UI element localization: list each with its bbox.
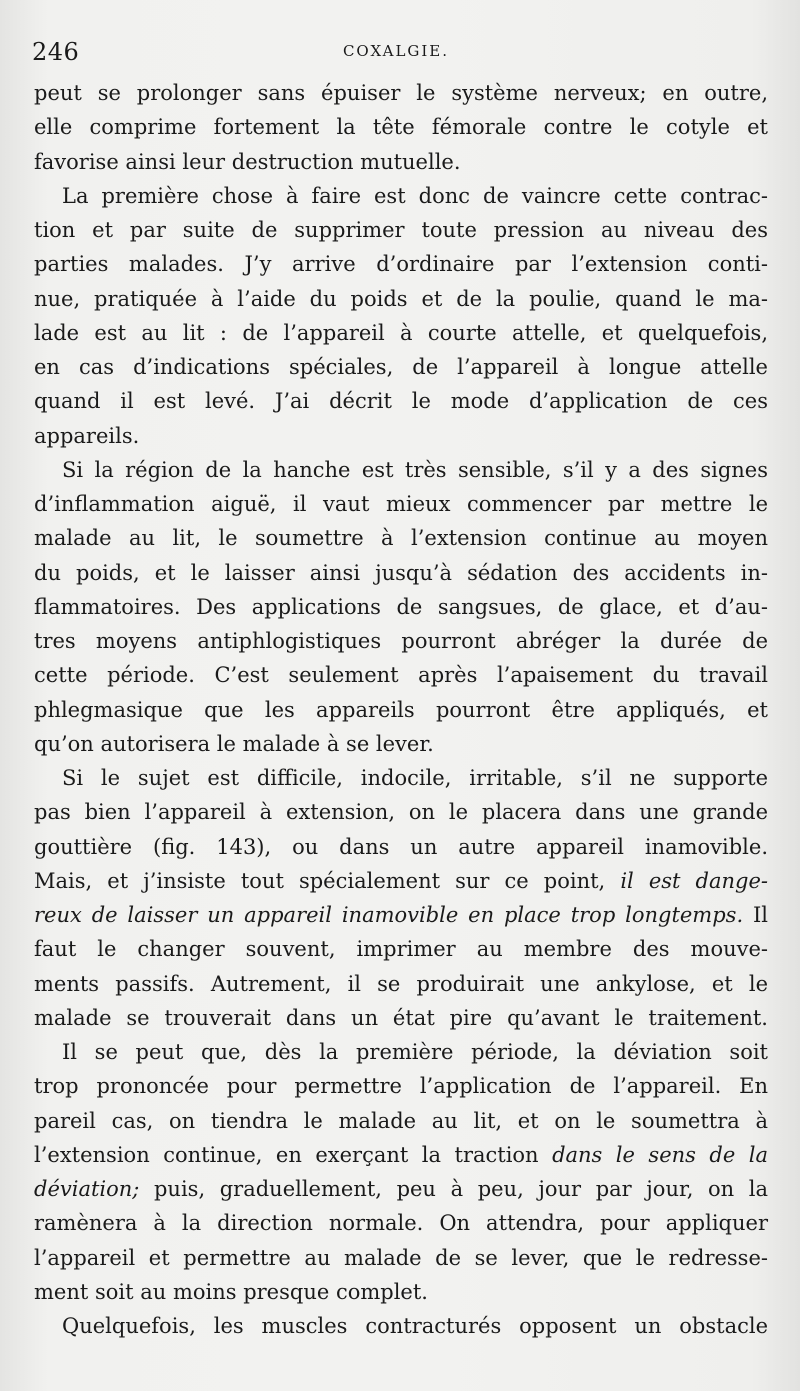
line-text: ramènera à la direction normale. On attendra, pour appliquer [34,1211,768,1236]
line-text: parties malades. J’y arrive d’ordinaire par l’extension conti- [34,252,768,277]
line-text: puis, graduellement, peu à peu, jour par jour, on la [139,1177,768,1201]
text-line [34,110,768,144]
line-text: Il se peut que, dès la première période, la déviation soit [62,1040,768,1064]
line-text: trop prononcée pour permettre l’application de l’appareil. En [34,1074,768,1099]
text-line [34,658,768,692]
line-text: lade est au lit : de l’appareil à courte attelle, et quelquefois, [34,320,768,345]
line-text: Si le sujet est difficile, indocile, irritable, s’il ne supporte [62,766,768,790]
text-line [34,1035,768,1069]
page-number: 246 [32,38,80,66]
line-text: d’inflammation aiguë, il vaut mieux commencer par mettre le [34,492,768,516]
text-line [34,590,768,624]
line-text: Mais, et j’insiste tout spécialement sur ce point, [34,868,621,893]
italic-text: dans le sens de la [552,1142,768,1167]
text-line [34,727,768,761]
italic-text: il est dange- [620,868,768,893]
text-line [34,1001,768,1035]
line-text: La première chose à faire est donc de vaincre cette contrac- [62,183,768,208]
text-line [34,932,768,966]
text-line [34,419,768,453]
text-line [34,247,768,281]
text-line [34,898,768,932]
line-text: ment soit au moins presque complet. [34,1279,428,1304]
line-text: elle comprime fortement la tête fémorale contre le cotyle et [34,115,768,140]
text-line [34,761,768,795]
italic-text: reux de laisser un appareil inamovible en place trop longtemps. [34,903,744,927]
line-text: appareils. [34,423,140,448]
text-line [34,316,768,350]
line-text: Quelquefois, les muscles contracturés opposent un obstacle [62,1314,768,1338]
line-text: du poids, et le laisser ainsi jusqu’à sédation des accidents in- [34,560,768,585]
text-line [34,1104,768,1138]
text-line [34,693,768,727]
italic-text: déviation; [34,1177,140,1201]
text-line [34,453,768,487]
line-text: quand il est levé. J’ai décrit le mode d’application de ces [34,389,768,414]
text-line [34,487,768,521]
line-text: nue, pratiquée à l’aide du poids et de la poulie, quand le ma- [34,286,768,311]
text-line [34,213,768,247]
line-text: phlegmasique que les appareils pourront être appliqués, et [34,697,768,722]
text-line [34,624,768,658]
text-line [34,864,768,898]
body-text [34,76,768,1343]
line-text: ments passifs. Autrement, il se produirait une ankylose, et le [34,971,768,996]
line-text: qu’on autorisera le malade à se lever. [34,731,434,756]
line-text: faut le changer souvent, imprimer au membre des mouve- [34,937,768,962]
line-text: pareil cas, on tiendra le malade au lit, et on le soumettra à [34,1108,768,1133]
line-text: tion et par suite de supprimer toute pression au niveau des [34,218,768,242]
text-line [34,1275,768,1309]
text-line [34,795,768,829]
line-text: Il [743,903,768,927]
line-text: gouttière (fig. 143), ou dans un autre appareil inamovible. [34,834,768,859]
line-text: malade se trouverait dans un état pire qu’avant le traitement. [34,1005,768,1030]
text-line [34,1241,768,1275]
line-text: pas bien l’appareil à extension, on le placera dans une grande [34,800,768,825]
line-text: peut se prolonger sans épuiser le système nerveux; en outre, [34,81,768,105]
text-line [34,76,768,110]
line-text: tres moyens antiphlogistiques pourront abréger la durée de [34,629,768,653]
line-text: malade au lit, le soumettre à l’extension continue au moyen [34,526,768,551]
running-title: COXALGIE. [342,42,450,60]
text-line [34,1206,768,1240]
line-text: l’extension continue, en exerçant la traction [34,1142,553,1167]
text-line [34,1309,768,1343]
line-text: cette période. C’est seulement après l’apaisement du travail [34,663,768,688]
text-line [34,350,768,384]
line-text: favorise ainsi leur destruction mutuelle. [34,149,461,174]
text-line [34,1069,768,1103]
text-line [34,967,768,1001]
text-line [34,830,768,864]
line-text: flammatoires. Des applications de sangsues, de glace, et d’au- [34,594,768,619]
text-line [34,521,768,555]
line-text: Si la région de la hanche est très sensible, s’il y a des signes [62,457,768,482]
text-line [34,282,768,316]
line-text: en cas d’indications spéciales, de l’appareil à longue attelle [34,355,768,379]
text-line [34,1138,768,1172]
text-line [34,179,768,213]
text-line [34,1172,768,1206]
text-line [34,556,768,590]
page-header [32,38,760,72]
text-line [34,384,768,418]
text-line [34,145,768,179]
line-text: l’appareil et permettre au malade de se lever, que le redresse- [34,1245,768,1270]
